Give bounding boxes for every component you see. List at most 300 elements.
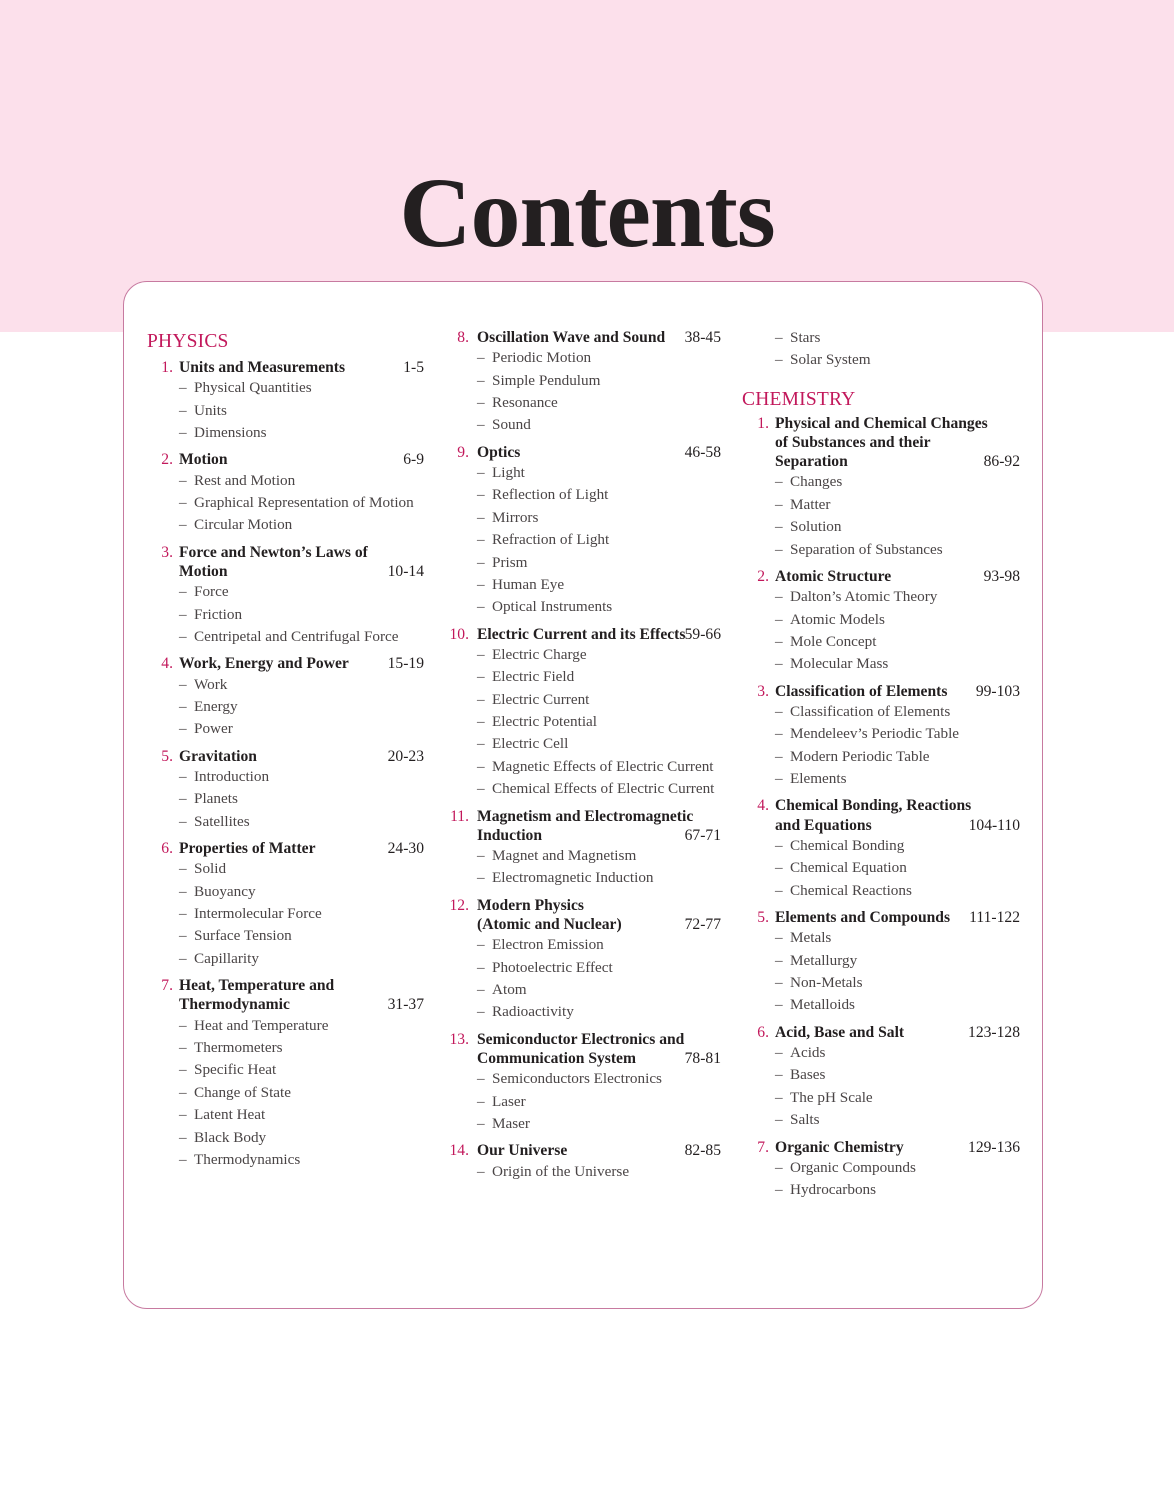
dash-bullet: –: [477, 393, 485, 411]
topic-label[interactable]: Human Eye: [492, 575, 565, 593]
chapter-number: 13.: [449, 1030, 469, 1048]
topic-item[interactable]: [477, 1113, 721, 1135]
topic-label[interactable]: Solid: [194, 860, 227, 878]
topic-item[interactable]: [477, 596, 721, 618]
topic-label[interactable]: Metalloids: [790, 996, 855, 1014]
dash-bullet: –: [477, 1070, 485, 1088]
page-title: Contents: [399, 157, 775, 268]
chapter-heading[interactable]: [161, 543, 424, 581]
topic-item[interactable]: [179, 925, 424, 947]
topic-item[interactable]: [775, 1042, 1020, 1064]
topic-label[interactable]: Metals: [790, 929, 832, 947]
topic-item[interactable]: [775, 950, 1020, 972]
chapter-title[interactable]: and Equations: [775, 816, 872, 834]
chapter-number: 4.: [161, 655, 173, 673]
dash-bullet: –: [477, 735, 485, 753]
toc-chapter[interactable]: [449, 1030, 721, 1136]
chapter-title[interactable]: Motion: [179, 562, 228, 580]
topic-label[interactable]: Mole Concept: [790, 632, 877, 650]
topic-label[interactable]: Rest and Motion: [194, 471, 296, 489]
chapter-pages: 24-30: [387, 840, 424, 858]
topic-label[interactable]: Satellites: [194, 812, 250, 830]
topic-item[interactable]: [775, 631, 1020, 653]
topic-label[interactable]: Bases: [790, 1066, 826, 1084]
dash-bullet: –: [179, 767, 187, 785]
topic-item[interactable]: [179, 766, 424, 788]
dash-bullet: –: [179, 860, 187, 878]
chapter-number: 4.: [757, 797, 769, 815]
chapter-heading[interactable]: [457, 328, 721, 347]
toc-chapter[interactable]: [757, 414, 1020, 561]
chapter-heading[interactable]: [449, 1030, 721, 1068]
topic-label[interactable]: Classification of Elements: [790, 702, 951, 720]
topic-item[interactable]: [477, 979, 721, 1001]
topic-item[interactable]: [775, 494, 1020, 516]
dash-bullet: –: [775, 632, 783, 650]
topic-item[interactable]: [477, 392, 721, 414]
chapter-title[interactable]: Electric Current and its Effects: [477, 625, 686, 643]
physics-chapters-list: [161, 358, 424, 1171]
chapter-title[interactable]: Separation: [775, 453, 848, 471]
topic-label[interactable]: Metallurgy: [790, 951, 858, 969]
topic-item[interactable]: [775, 539, 1020, 561]
topic-label[interactable]: Electric Field: [492, 668, 575, 686]
chapter-heading[interactable]: [757, 908, 1020, 927]
dash-bullet: –: [775, 702, 783, 720]
chapter-number: 6.: [161, 840, 173, 858]
topic-label[interactable]: Semiconductors Electronics: [492, 1070, 662, 1088]
topic-label[interactable]: Electric Current: [492, 690, 590, 708]
topic-item[interactable]: [775, 768, 1020, 790]
dash-bullet: –: [775, 1111, 783, 1129]
topic-label[interactable]: Periodic Motion: [492, 349, 592, 367]
dash-bullet: –: [179, 1039, 187, 1057]
chapter-pages: 123-128: [968, 1023, 1020, 1041]
topic-item[interactable]: [775, 1157, 1020, 1179]
topic-item[interactable]: [775, 609, 1020, 631]
dash-bullet: –: [179, 627, 187, 645]
topic-label[interactable]: Changes: [790, 473, 843, 491]
chapter-heading[interactable]: [457, 443, 721, 462]
chapter-title[interactable]: of Substances and their: [775, 433, 931, 451]
chapter-number: 9.: [457, 443, 469, 461]
topic-label[interactable]: Graphical Representation of Motion: [194, 493, 414, 511]
topic-label[interactable]: Organic Compounds: [790, 1158, 916, 1176]
topic-label[interactable]: Refraction of Light: [492, 531, 610, 549]
chapter-heading[interactable]: [757, 1138, 1020, 1157]
topic-item[interactable]: [775, 972, 1020, 994]
chapter-heading[interactable]: [757, 567, 1020, 586]
topic-item[interactable]: [477, 1091, 721, 1113]
topic-item[interactable]: [477, 1161, 721, 1183]
topic-item[interactable]: [775, 927, 1020, 949]
toc-chapter[interactable]: [161, 654, 424, 740]
topic-item[interactable]: [775, 857, 1020, 879]
topic-label[interactable]: Laser: [492, 1092, 526, 1110]
toc-chapter[interactable]: [757, 567, 1020, 676]
topic-label[interactable]: Centripetal and Centrifugal Force: [194, 627, 399, 645]
topic-item[interactable]: [179, 1082, 424, 1104]
toc-chapter[interactable]: [757, 682, 1020, 791]
topic-item[interactable]: [477, 666, 721, 688]
chapter-number: 3.: [161, 543, 173, 561]
topic-item[interactable]: [477, 867, 721, 889]
topic-label[interactable]: Electric Charge: [492, 645, 587, 663]
topic-item[interactable]: [477, 484, 721, 506]
topic-label[interactable]: Acids: [790, 1044, 826, 1062]
chapter-title[interactable]: Units and Measurements: [179, 359, 346, 376]
topic-item[interactable]: [179, 674, 424, 696]
topic-label[interactable]: Force: [194, 583, 229, 601]
toc-chapter[interactable]: [757, 1138, 1020, 1202]
topic-item[interactable]: [179, 788, 424, 810]
topic-item[interactable]: [477, 756, 721, 778]
chapter-heading[interactable]: [449, 896, 721, 934]
topic-item[interactable]: [477, 552, 721, 574]
topic-label[interactable]: Origin of the Universe: [492, 1162, 630, 1180]
topic-label[interactable]: Electromagnetic Induction: [492, 869, 654, 887]
topic-item[interactable]: [179, 1059, 424, 1081]
chapter-heading[interactable]: [757, 414, 1020, 472]
topic-item[interactable]: [477, 934, 721, 956]
topic-item[interactable]: [477, 462, 721, 484]
topic-label[interactable]: Buoyancy: [194, 882, 256, 900]
dash-bullet: –: [477, 1162, 485, 1180]
topic-item[interactable]: [477, 370, 721, 392]
chapter-heading[interactable]: [161, 839, 424, 858]
topic-label[interactable]: Light: [492, 463, 525, 481]
dash-bullet: –: [179, 1128, 187, 1146]
topic-label[interactable]: Electric Cell: [492, 735, 569, 753]
topic-item[interactable]: [477, 507, 721, 529]
subject-heading-chemistry: CHEMISTRY: [742, 388, 856, 410]
topic-label[interactable]: Magnet and Magnetism: [492, 847, 637, 865]
chapter-title[interactable]: Motion: [179, 451, 228, 469]
topic-item[interactable]: [179, 903, 424, 925]
topic-label[interactable]: Matter: [790, 495, 831, 513]
chapter-title[interactable]: Atomic Structure: [775, 567, 892, 585]
chapter-heading[interactable]: [161, 654, 424, 673]
dash-bullet: –: [477, 1092, 485, 1110]
topic-label[interactable]: Molecular Mass: [790, 655, 889, 673]
topic-item[interactable]: [179, 1127, 424, 1149]
topic-item[interactable]: [775, 701, 1020, 723]
dash-bullet: –: [477, 486, 485, 504]
topic-item[interactable]: [179, 1015, 424, 1037]
topic-label[interactable]: Solar System: [790, 351, 871, 369]
topic-label[interactable]: Heat and Temperature: [194, 1016, 329, 1034]
chapter-title[interactable]: Chemical Bonding, Reactions: [775, 797, 972, 815]
topic-item[interactable]: [775, 746, 1020, 768]
toc-chapter[interactable]: [161, 747, 424, 833]
toc-chapter[interactable]: [450, 807, 721, 890]
dash-bullet: –: [775, 747, 783, 765]
chapter-pages: 67-71: [684, 826, 721, 844]
chapter-title[interactable]: Semiconductor Electronics and: [477, 1030, 685, 1048]
topic-label[interactable]: Maser: [492, 1114, 530, 1132]
topic-label[interactable]: Friction: [194, 605, 243, 623]
chapter-title[interactable]: Elements and Compounds: [775, 909, 951, 927]
dash-bullet: –: [179, 790, 187, 808]
topic-item[interactable]: [775, 516, 1020, 538]
column-3: [742, 327, 1020, 1208]
topic-item[interactable]: [775, 1109, 1020, 1131]
dash-bullet: –: [179, 516, 187, 534]
dash-bullet: –: [477, 713, 485, 731]
topic-label[interactable]: Introduction: [194, 767, 270, 785]
topic-label[interactable]: Magnetic Effects of Electric Current: [492, 757, 714, 775]
topic-item[interactable]: [179, 581, 424, 603]
topic-item[interactable]: [179, 377, 424, 399]
toc-chapter[interactable]: [161, 839, 424, 970]
toc-chapter[interactable]: [161, 976, 424, 1171]
topic-label[interactable]: Sound: [492, 416, 531, 434]
topic-label[interactable]: Photoelectric Effect: [492, 958, 613, 976]
topic-label[interactable]: Chemical Reactions: [790, 881, 912, 899]
chapter-title[interactable]: Magnetism and Electromagnetic: [477, 807, 694, 825]
chapter-title[interactable]: Communication System: [477, 1050, 636, 1067]
toc-chapter[interactable]: [757, 1023, 1020, 1132]
toc-chapter[interactable]: [161, 358, 424, 444]
column-2: [449, 328, 721, 1189]
topic-item[interactable]: [775, 1179, 1020, 1201]
dash-bullet: –: [179, 882, 187, 900]
chapter-title[interactable]: Work, Energy and Power: [179, 655, 349, 673]
toc-chapter[interactable]: [449, 1141, 721, 1183]
topic-item[interactable]: [477, 845, 721, 867]
chapter-heading[interactable]: [449, 625, 721, 644]
chapter-pages: 1-5: [403, 359, 424, 376]
toc-chapter[interactable]: [757, 796, 1020, 902]
chapter-title[interactable]: Force and Newton’s Laws of: [179, 543, 368, 561]
dash-bullet: –: [477, 668, 485, 686]
dash-bullet: –: [477, 847, 485, 865]
topic-label[interactable]: The pH Scale: [790, 1088, 873, 1106]
topic-label[interactable]: Power: [194, 720, 233, 738]
chapter-heading[interactable]: [757, 796, 1020, 834]
chapter-pages: 99-103: [975, 682, 1020, 700]
topic-item[interactable]: [775, 471, 1020, 493]
topic-label[interactable]: Resonance: [492, 393, 558, 411]
topic-item[interactable]: [477, 644, 721, 666]
toc-chapter[interactable]: [449, 625, 721, 801]
chapter-number: 7.: [161, 977, 173, 995]
topic-item[interactable]: [477, 733, 721, 755]
topic-item[interactable]: [477, 711, 721, 733]
topic-label[interactable]: Hydrocarbons: [790, 1181, 877, 1199]
dash-bullet: –: [775, 929, 783, 947]
chapter-heading[interactable]: [161, 976, 424, 1014]
topic-item[interactable]: [179, 1037, 424, 1059]
topic-item[interactable]: [477, 1068, 721, 1090]
chapter-title[interactable]: Heat, Temperature and: [179, 977, 335, 995]
topic-item[interactable]: [179, 604, 424, 626]
topic-item[interactable]: [775, 349, 1020, 371]
topic-item[interactable]: [775, 1087, 1020, 1109]
topic-item[interactable]: [775, 1064, 1020, 1086]
topic-item[interactable]: [775, 327, 1020, 349]
chapter-heading[interactable]: [450, 807, 721, 845]
topic-item[interactable]: [477, 574, 721, 596]
topic-label[interactable]: Latent Heat: [194, 1106, 266, 1124]
chapter-heading[interactable]: [161, 358, 424, 377]
topic-label[interactable]: Thermodynamics: [194, 1150, 301, 1168]
topic-label[interactable]: Solution: [790, 518, 842, 536]
chapter-title[interactable]: Properties of Matter: [179, 840, 316, 858]
topic-item[interactable]: [179, 858, 424, 880]
topic-item[interactable]: [477, 347, 721, 369]
topic-label[interactable]: Work: [194, 675, 228, 693]
dash-bullet: –: [179, 471, 187, 489]
chapter-heading[interactable]: [757, 1023, 1020, 1042]
topic-item[interactable]: [179, 696, 424, 718]
topic-label[interactable]: Capillarity: [194, 949, 259, 967]
topic-label[interactable]: Dimensions: [194, 423, 267, 441]
topic-label[interactable]: Energy: [194, 697, 238, 715]
dash-bullet: –: [179, 905, 187, 923]
chapter-title[interactable]: Oscillation Wave and Sound: [477, 329, 666, 346]
chapter-number: 1.: [757, 414, 769, 432]
topic-item[interactable]: [179, 811, 424, 833]
dash-bullet: –: [477, 575, 485, 593]
topic-label[interactable]: Mendeleev’s Periodic Table: [790, 725, 960, 743]
toc-chapter[interactable]: [161, 543, 424, 649]
chapter-pages: 10-14: [387, 562, 424, 580]
dash-bullet: –: [179, 1016, 187, 1034]
chapter-heading[interactable]: [757, 682, 1020, 701]
chapter-heading[interactable]: [449, 1141, 721, 1160]
chapter-title[interactable]: Organic Chemistry: [775, 1138, 904, 1156]
topic-item[interactable]: [179, 514, 424, 536]
topic-label[interactable]: Stars: [790, 329, 821, 346]
topic-label[interactable]: Chemical Bonding: [790, 836, 905, 854]
toc-chapter[interactable]: [161, 450, 424, 536]
dash-bullet: –: [179, 583, 187, 601]
topic-item[interactable]: [477, 778, 721, 800]
dash-bullet: –: [477, 780, 485, 798]
chapter-number: 1.: [161, 359, 173, 376]
topic-item[interactable]: [179, 400, 424, 422]
topic-item[interactable]: [179, 881, 424, 903]
dash-bullet: –: [179, 1061, 187, 1079]
chapter-title[interactable]: Physical and Chemical Changes: [775, 414, 988, 432]
topic-item[interactable]: [775, 586, 1020, 608]
chapter-pages: 6-9: [403, 451, 424, 469]
topic-label[interactable]: Electron Emission: [492, 936, 604, 954]
chapter-number: 10.: [449, 625, 469, 643]
topic-label[interactable]: Radioactivity: [492, 1003, 574, 1021]
toc-chapter[interactable]: [757, 908, 1020, 1017]
chapter-title[interactable]: Modern Physics: [477, 896, 584, 914]
chapter-title[interactable]: Optics: [477, 443, 521, 461]
topic-label[interactable]: Elements: [790, 770, 847, 788]
topic-item[interactable]: [477, 689, 721, 711]
toc-chapter[interactable]: [449, 896, 721, 1024]
topic-label[interactable]: Salts: [790, 1111, 820, 1129]
dash-bullet: –: [775, 1181, 783, 1199]
chapter-title[interactable]: (Atomic and Nuclear): [477, 916, 622, 934]
topic-label[interactable]: Thermometers: [194, 1039, 283, 1057]
topic-item[interactable]: [477, 957, 721, 979]
chapter-title[interactable]: Thermodynamic: [179, 996, 290, 1014]
topic-item[interactable]: [179, 492, 424, 514]
topic-label[interactable]: Reflection of Light: [492, 486, 609, 504]
topic-item[interactable]: [179, 1149, 424, 1171]
topic-label[interactable]: Mirrors: [492, 508, 539, 526]
dash-bullet: –: [775, 1088, 783, 1106]
subject-heading-physics: PHYSICS: [147, 331, 229, 352]
topic-label[interactable]: Non-Metals: [790, 974, 863, 992]
topic-item[interactable]: [775, 653, 1020, 675]
topic-label[interactable]: Specific Heat: [194, 1061, 277, 1079]
dash-bullet: –: [775, 518, 783, 536]
toc-chapter[interactable]: [457, 328, 721, 437]
topic-label[interactable]: Modern Periodic Table: [790, 747, 930, 765]
topic-label[interactable]: Physical Quantities: [194, 379, 312, 397]
topic-item[interactable]: [477, 414, 721, 436]
topic-label[interactable]: Planets: [194, 790, 238, 808]
topic-label[interactable]: Surface Tension: [194, 927, 292, 945]
topic-label[interactable]: Units: [194, 401, 227, 419]
topic-label[interactable]: Dalton’s Atomic Theory: [790, 588, 938, 606]
topic-item[interactable]: [477, 1001, 721, 1023]
chapter-title[interactable]: Classification of Elements: [775, 682, 948, 700]
topic-item[interactable]: [775, 723, 1020, 745]
topic-item[interactable]: [179, 422, 424, 444]
dash-bullet: –: [775, 1066, 783, 1084]
topic-label[interactable]: Circular Motion: [194, 516, 293, 534]
chapter-title[interactable]: Induction: [477, 826, 543, 844]
dash-bullet: –: [775, 951, 783, 969]
topic-label[interactable]: Change of State: [194, 1083, 292, 1101]
dash-bullet: –: [179, 720, 187, 738]
topic-item[interactable]: [179, 1104, 424, 1126]
dash-bullet: –: [179, 401, 187, 419]
topic-label[interactable]: Optical Instruments: [492, 598, 613, 616]
topic-label[interactable]: Intermolecular Force: [194, 905, 322, 923]
topic-label[interactable]: Simple Pendulum: [492, 371, 601, 389]
topic-label[interactable]: Atomic Models: [790, 610, 885, 628]
topic-label[interactable]: Atom: [492, 981, 527, 999]
topic-label[interactable]: Chemical Equation: [790, 859, 907, 877]
topic-item[interactable]: [179, 948, 424, 970]
chapter-title[interactable]: Acid, Base and Salt: [775, 1023, 905, 1041]
topic-item[interactable]: [179, 718, 424, 740]
topic-label[interactable]: Black Body: [194, 1128, 267, 1146]
dash-bullet: –: [179, 812, 187, 830]
chapter-heading[interactable]: [161, 747, 424, 766]
chapter-title[interactable]: Our Universe: [477, 1142, 568, 1160]
topic-item[interactable]: [179, 470, 424, 492]
topic-item[interactable]: [775, 835, 1020, 857]
dash-bullet: –: [775, 725, 783, 743]
topic-item[interactable]: [179, 626, 424, 648]
topic-item[interactable]: [477, 529, 721, 551]
chapter-number: 11.: [450, 807, 469, 825]
topic-label[interactable]: Prism: [492, 553, 528, 571]
chapter-pages: 104-110: [968, 816, 1020, 834]
dash-bullet: –: [477, 531, 485, 549]
topic-item[interactable]: [775, 994, 1020, 1016]
toc-chapter[interactable]: [457, 443, 721, 619]
topic-label[interactable]: Chemical Effects of Electric Current: [492, 780, 715, 798]
topic-label[interactable]: Electric Potential: [492, 713, 598, 731]
topic-label[interactable]: Separation of Substances: [790, 540, 943, 558]
chapter-number: 12.: [449, 896, 469, 914]
topic-item[interactable]: [775, 880, 1020, 902]
chapter-title[interactable]: Gravitation: [179, 747, 257, 765]
chapter-heading[interactable]: [161, 450, 424, 469]
